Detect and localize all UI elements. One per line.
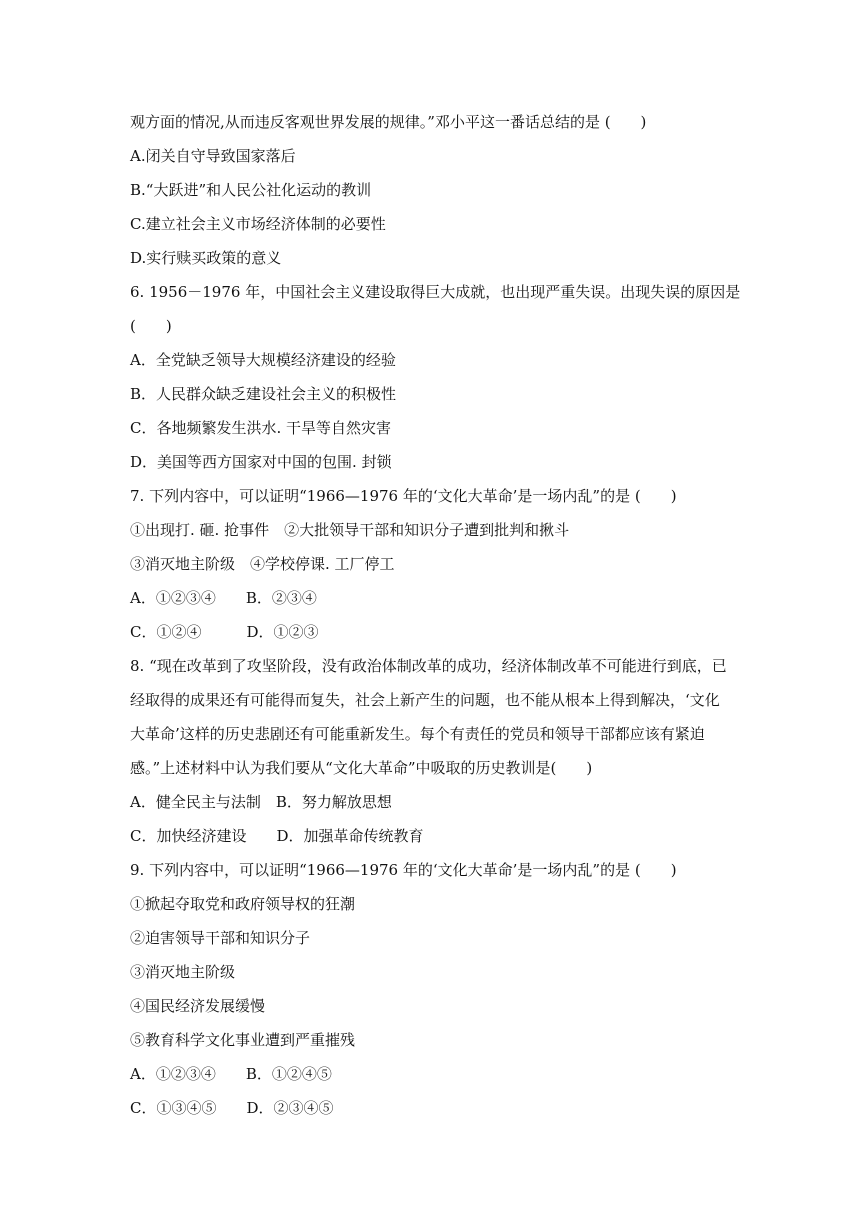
q8-stem-4: 感。”上述材料中认为我们要从“文化大革命”中吸取的历史教训是( ): [130, 759, 593, 777]
q6-option-c: C．各地频繁发生洪水. 干旱等自然灾害: [130, 419, 392, 437]
q7-options-ab: A．①②③④ B．②③④: [130, 589, 317, 607]
q7-items-1: ①出现打. 砸. 抢事件 ②大批领导干部和知识分子遭到批判和揪斗: [130, 521, 570, 539]
q9-options-cd: C．①③④⑤ D．②③④⑤: [130, 1099, 334, 1117]
q7-items-2: ③消灭地主阶级 ④学校停课. 工厂停工: [130, 555, 395, 573]
q6-option-d: D．美国等西方国家对中国的包围. 封锁: [130, 453, 392, 471]
q8-options-cd: C．加快经济建设 D．加强革命传统教育: [130, 827, 424, 845]
q8-stem-2: 经取得的成果还有可能得而复失，社会上新产生的问题，也不能从根本上得到解决，‘文化: [130, 691, 720, 709]
q8-options-ab: A．健全民主与法制 B．努力解放思想: [130, 793, 392, 811]
q8-stem-3: 大革命’这样的历史悲剧还有可能重新发生。每个有责任的党员和领导干部都应该有紧迫: [130, 725, 705, 743]
q5-option-d: D.实行赎买政策的意义: [130, 249, 282, 267]
q5-stem-continued: 观方面的情况,从而违反客观世界发展的规律。”邓小平这一番话总结的是 ( ): [130, 113, 647, 131]
q6-option-a: A．全党缺乏领导大规模经济建设的经验: [130, 351, 396, 369]
q9-item-2: ②迫害领导干部和知识分子: [130, 929, 311, 947]
q5-option-c: C.建立社会主义市场经济体制的必要性: [130, 215, 386, 233]
q6-stem-bracket: ( ): [130, 317, 172, 335]
q9-item-1: ①掀起夺取党和政府领导权的狂潮: [130, 895, 356, 913]
q5-option-a: A.闭关自守导致国家落后: [130, 147, 296, 165]
q7-options-cd: C．①②④ D．①②③: [130, 623, 319, 641]
q9-item-3: ③消灭地主阶级: [130, 963, 236, 981]
q6-option-b: B．人民群众缺乏建设社会主义的积极性: [130, 385, 397, 403]
q7-stem: 7. 下列内容中，可以证明“1966—1976 年的‘文化大革命’是一场内乱”的是 ( ): [130, 487, 677, 505]
q8-stem-1: 8. “现在改革到了攻坚阶段，没有政治体制改革的成功，经济体制改革不可能进行到底，已: [130, 657, 727, 675]
q5-option-b: B.“大跃进”和人民公社化运动的教训: [130, 181, 372, 199]
q9-item-4: ④国民经济发展缓慢: [130, 997, 266, 1015]
q9-options-ab: A．①②③④ B．①②④⑤: [130, 1065, 332, 1083]
q9-stem: 9. 下列内容中，可以证明“1966—1976 年的‘文化大革命’是一场内乱”的是 ( ): [130, 861, 677, 879]
q9-item-5: ⑤教育科学文化事业遭到严重摧残: [130, 1031, 356, 1049]
q6-stem: 6. 1956－1976 年，中国社会主义建设取得巨大成就，也出现严重失误。出现失误的原因是: [130, 283, 741, 301]
